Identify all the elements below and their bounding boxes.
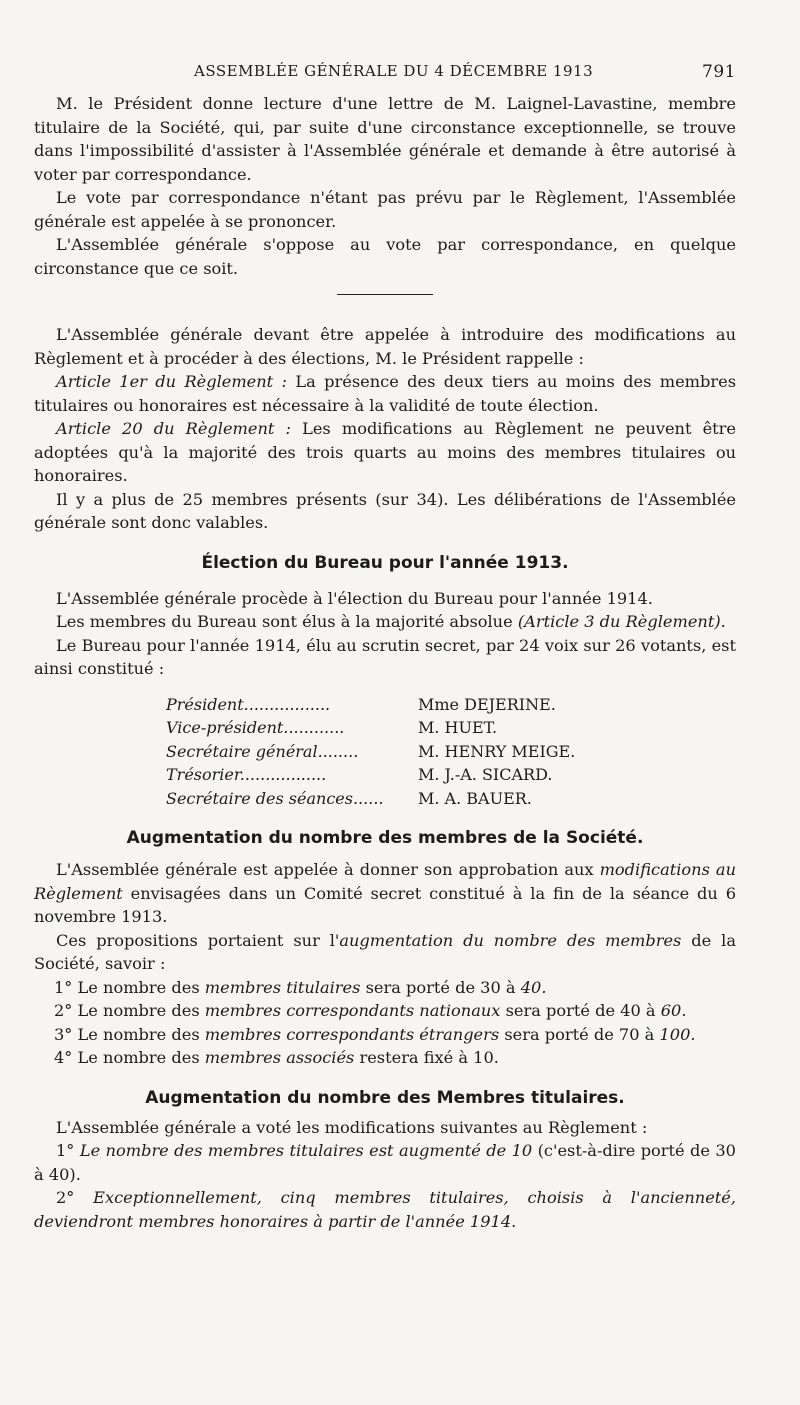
list-item (34, 976, 736, 1000)
bureau-member: M. HENRY MEIGE. (418, 741, 576, 761)
item-a: Le nombre des (72, 977, 205, 997)
bureau-row (166, 716, 736, 740)
bureau-member: M. HUET. (418, 718, 498, 737)
bureau-member: M. J.-A. SICARD. (418, 765, 553, 784)
societe-p2-c: de la Société, savoir : (34, 930, 736, 973)
societe-paragraph-1 (34, 858, 736, 929)
item-c: sera porté de 40 à (500, 1001, 661, 1020)
titulaires-p2-number: 1° (56, 1141, 75, 1160)
societe-p2-b: augmentation du nombre des membres (339, 930, 682, 950)
list-item (34, 1046, 736, 1070)
societe-p1-a: L'Assemblée générale est appelée à donner son approbation aux (56, 860, 600, 879)
intro-paragraph-2: Le vote par correspondance n'étant pas prévu par le Règlement, l'Assemblée générale est appelée à se prononcer. (34, 188, 736, 231)
bureau-list (166, 693, 736, 811)
societe-paragraph-2 (34, 929, 736, 976)
running-header (34, 62, 736, 92)
article-20-ref: Article 20 du Règlement : (56, 419, 291, 438)
quorum-paragraph: Il y a plus de 25 membres présents (sur 34). Les délibérations de l'Assemblée générale sont donc valables. (34, 489, 736, 532)
item-value: 100. (659, 1024, 696, 1044)
membership-list (34, 976, 736, 1070)
intro-paragraph-1: M. le Président donne lecture d'une lettre de M. Laignel-Lavastine, membre titulaire de la Société, qui, par suite d'une circonstance exceptionnelle, se trouve dans l'impossibilité d'assister à l'Assemblée générale et demande à être autorisé à voter par correspondance. (34, 94, 736, 184)
item-c: sera porté de 70 à (499, 1024, 660, 1044)
bureau-role: Président................. (166, 694, 331, 714)
titulaires-heading: Augmentation du nombre des Membres titulaires. (145, 1087, 625, 1108)
item-value: 40. (520, 977, 547, 997)
list-item (34, 999, 736, 1023)
item-category: membres associés (204, 1048, 355, 1067)
item-number: 2° (54, 1001, 73, 1020)
titulaires-paragraph-2 (34, 1139, 736, 1186)
article-1-text: La présence des deux tiers au moins des membres titulaires ou honoraires est nécessaire à la validité de toute élection. (34, 372, 737, 415)
bureau-role: Secrétaire des séances...... (166, 788, 384, 808)
item-number: 4° (54, 1048, 73, 1067)
running-title: ASSEMBLÉE GÉNÉRALE DU 4 DÉCEMBRE 1913 (194, 62, 594, 80)
item-a: Le nombre des (72, 1048, 205, 1067)
societe-p1-c: envisagées dans un Comité secret constitué à la fin de la séance du 6 novembre 1913. (34, 883, 736, 926)
titulaires-paragraph-3 (34, 1186, 736, 1233)
election-paragraph-3: Le Bureau pour l'année 1914, élu au scrutin secret, par 24 voix sur 26 votants, est ainsi constitué : (34, 635, 736, 678)
bureau-member: M. A. BAUER. (418, 788, 532, 808)
societe-p2-a: Ces propositions portaient sur l' (56, 930, 340, 950)
titulaires-p2-b: (c'est-à-dire porté de 30 à 40). (34, 1141, 736, 1184)
item-number: 3° (54, 1024, 73, 1044)
item-c: sera porté de 30 à (360, 977, 521, 997)
article-1-paragraph (34, 370, 736, 417)
item-a: Le nombre des (72, 1024, 205, 1044)
page (34, 62, 736, 1233)
bureau-row (166, 740, 736, 764)
page-number: 791 (702, 62, 736, 82)
item-c: restera fixé à 10. (354, 1048, 499, 1067)
societe-p1-b: modifications au Règlement (34, 860, 736, 903)
election-paragraph-1: L'Assemblée générale procède à l'élection du Bureau pour l'année 1914. (56, 588, 653, 608)
item-value: 60. (660, 1001, 687, 1020)
bureau-role: Secrétaire général........ (166, 741, 359, 761)
item-category: membres correspondants nationaux (204, 1001, 501, 1020)
bureau-row (166, 763, 736, 787)
titulaires-p2-a: Le nombre des membres titulaires est augmenté de 10 (74, 1141, 533, 1160)
item-a: Le nombre des (72, 1001, 205, 1020)
titulaires-p3-a: Exceptionnellement, cinq membres titulaires, choisis à l'ancienneté, deviendront membres honoraires à partir de l'année 1914. (34, 1188, 736, 1231)
article-20-text: Les modifications au Règlement ne peuvent être adoptées qu'à la majorité des trois quarts au moins des membres titulaires ou honoraires. (34, 419, 736, 485)
article-20-paragraph (34, 417, 736, 488)
rules-paragraph-1: L'Assemblée générale devant être appelée à introduire des modifications au Règlement et à procéder à des élections, M. le Président rappelle : (34, 325, 736, 368)
titulaires-p3-number: 2° (56, 1188, 75, 1207)
intro-paragraph-3: L'Assemblée générale s'oppose au vote par correspondance, en quelque circonstance que ce soit. (34, 235, 736, 278)
item-number: 1° (54, 977, 73, 997)
bureau-row (166, 787, 736, 811)
bureau-row (166, 693, 736, 717)
section-divider (337, 294, 433, 295)
societe-heading: Augmentation du nombre des membres de la Société. (126, 828, 644, 848)
article-1-ref: Article 1er du Règlement : (56, 372, 288, 391)
bureau-role: Trésorier................. (166, 765, 327, 784)
item-category: membres titulaires (204, 977, 361, 997)
list-item (34, 1023, 736, 1047)
election-heading: Élection du Bureau pour l'année 1913. (201, 552, 569, 573)
bureau-member: Mme DEJERINE. (418, 694, 556, 714)
article-3-ref: (Article 3 du Règlement). (517, 612, 726, 631)
election-p2-text: Les membres du Bureau sont élus à la majorité absolue (56, 612, 518, 631)
titulaires-paragraph-1: L'Assemblée générale a voté les modifications suivantes au Règlement : (56, 1117, 648, 1137)
bureau-role: Vice-président............ (166, 718, 345, 737)
item-category: membres correspondants étrangers (204, 1024, 500, 1044)
election-paragraph-2 (34, 610, 736, 634)
